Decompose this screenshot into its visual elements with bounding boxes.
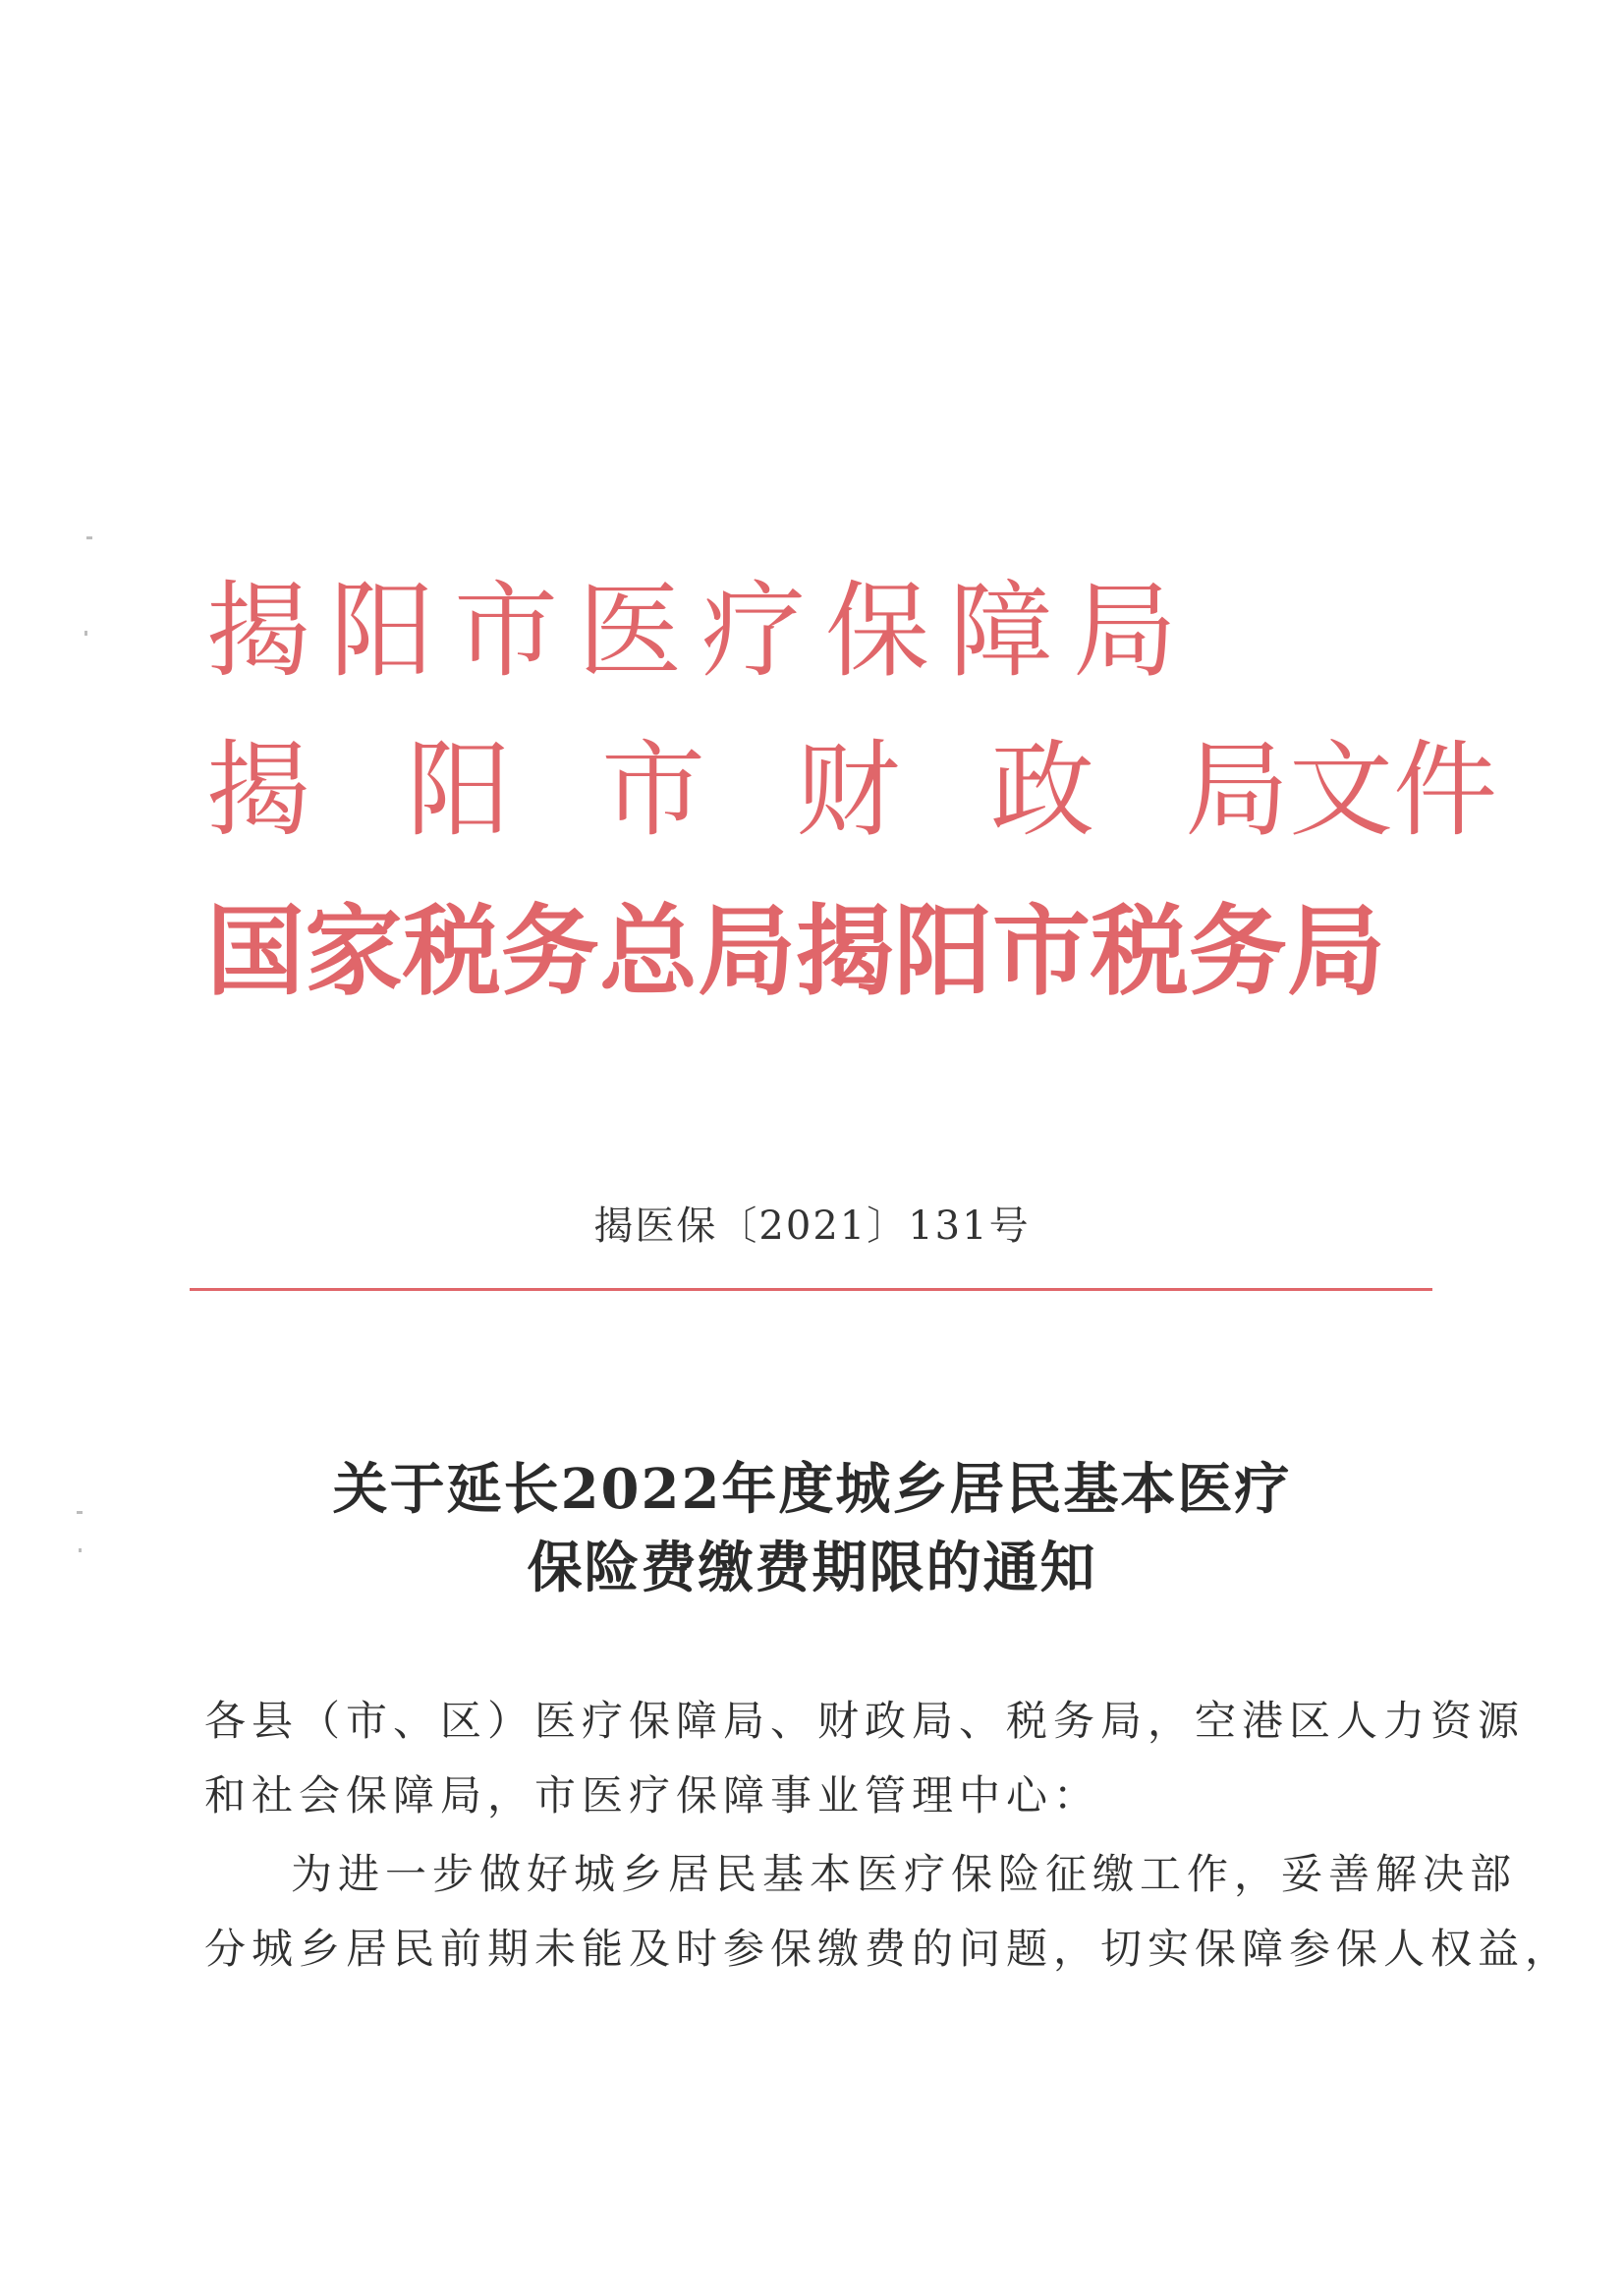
issuer-finance-bureau-document	[206, 727, 1497, 855]
document-title-line-1: 关于延长2022年度城乡居民基本医疗	[332, 1457, 1292, 1522]
document-title-line-2: 保险费缴费期限的通知	[527, 1536, 1097, 1600]
addressee-line-2: 和社会保障局，市医疗保障事业管理中心：	[204, 1771, 1101, 1819]
document-number: 揭医保〔2021〕131号	[593, 1203, 1031, 1249]
issuer-2-char: 阳	[407, 730, 511, 851]
issuer-tax-bureau: 国家税务总局揭阳市税务局	[206, 894, 1385, 1009]
issuer-2-char: 市	[601, 730, 705, 851]
issuer-2-char: 局文件	[1185, 730, 1497, 851]
body-paragraph-line-2: 分城乡居民前期未能及时参保缴费的问题，切实保障参保人权益，	[204, 1925, 1573, 1973]
issuer-2-char: 政	[990, 730, 1094, 851]
header-divider	[190, 1288, 1432, 1291]
issuer-2-char: 揭	[206, 730, 310, 851]
scan-speck	[86, 536, 92, 539]
body-paragraph-line-1: 为进一步做好城乡居民基本医疗保险征缴工作，妥善解决部	[291, 1850, 1518, 1898]
issuer-2-char: 财	[796, 730, 900, 851]
addressee-line-1: 各县（市、区）医疗保障局、财政局、税务局，空港区人力资源	[204, 1697, 1526, 1745]
scan-speck	[84, 631, 87, 636]
issuer-medical-security-bureau: 揭阳市医疗保障局	[206, 571, 1197, 692]
